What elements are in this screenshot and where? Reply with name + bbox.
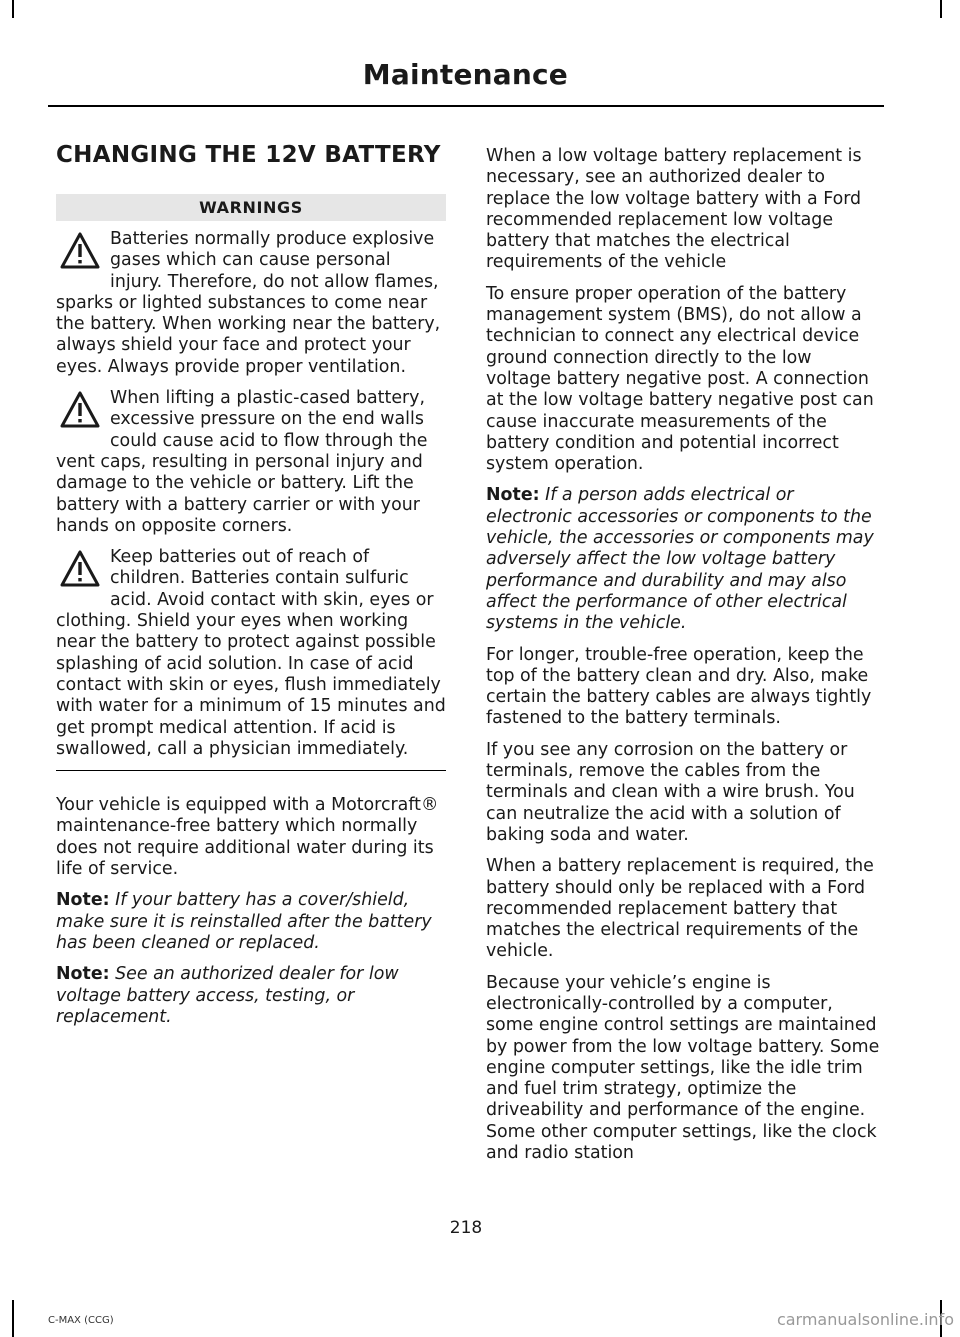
section-header-title: Maintenance xyxy=(362,58,568,91)
warning-text: When lifting a plastic-cased battery, excessive pressure on the end walls could cause acid to flow through the vent caps, resulting in personal injury and damage to the vehicle or battery. Lift the battery with a battery carrier or with your hands on opposite corners. xyxy=(56,388,428,536)
crop-mark xyxy=(12,1300,14,1337)
note xyxy=(486,485,880,634)
header-divider xyxy=(48,105,884,107)
paragraph: If you see any corrosion on the battery or terminals, remove the cables from the terminals and clean with a wire brush. You can neutralize the acid with a solution of baking soda and water. xyxy=(486,739,855,845)
crop-mark xyxy=(12,0,14,18)
paragraph: Because your vehicle’s engine is electronically-controlled by a computer, some engine control settings are maintained by power from the low voltage battery. Some engine computer settings, like the idle trim and fuel trim strategy, optimize the driveability and performance of the engine. Some other computer settings, like the clock and radio station xyxy=(486,972,880,1164)
watermark-site: carmanualsonline.info xyxy=(776,1310,954,1329)
note-text: See an authorized dealer for low voltage battery access, testing, or replacement. xyxy=(56,964,399,1027)
warnings-end-divider xyxy=(56,770,446,771)
footer-model: C-MAX (CCG) xyxy=(48,1315,114,1326)
warning-text: Batteries normally produce explosive gases which can cause personal injury. Therefore, do not allow flames, sparks or lighted substances to come near the battery. When working near the battery, always shield your face and protect your eyes. Always provide proper ventilation. xyxy=(56,229,441,377)
note-label: Note: xyxy=(56,964,110,985)
note xyxy=(56,964,446,1028)
warning-text: Keep batteries out of reach of children. Batteries contain sulfuric acid. Avoid contact with skin, eyes or clothing. Shield your eyes when working near the battery to protect against possible splashing of acid solution. In case of acid contact with skin or eyes, flush immediately with water for a minimum of 15 minutes and get prompt medical attention. If acid is swallowed, call a physician immediately. xyxy=(56,547,446,759)
paragraph: To ensure proper operation of the battery management system (BMS), do not allow a technician to connect any electrical device ground connection directly to the low voltage battery negative post. A connection at the low voltage battery negative post can cause inaccurate measurements of the battery condition and potential incorrect system operation. xyxy=(486,283,874,475)
left-column xyxy=(56,142,446,1038)
warning-triangle-icon xyxy=(60,231,100,271)
warnings-header: WARNINGS xyxy=(56,194,446,221)
page-title: CHANGING THE 12V BATTERY xyxy=(56,142,441,168)
paragraph: When a low voltage battery replacement is necessary, see an authorized dealer to replace the low voltage battery with a Ford recommended replacement low voltage battery that matches the electrical requirements of the vehicle xyxy=(486,146,862,273)
note-label: Note: xyxy=(486,485,540,506)
paragraph: When a battery replacement is required, the battery should only be replaced with a Ford recommended replacement battery that matches the electrical requirements of the vehicle. xyxy=(486,856,874,962)
right-column xyxy=(486,146,880,1174)
paragraph: For longer, trouble-free operation, keep the top of the battery clean and dry. Also, make certain the battery cables are always tightly fastened to the battery terminals. xyxy=(486,644,872,729)
warning-triangle-icon xyxy=(60,549,100,589)
note-text: If a person adds electrical or electronic accessories or components to the vehicle, the accessories or components may adversely affect the low voltage battery performance and durability and may also affect the performance of other electrical systems in the vehicle. xyxy=(486,485,874,634)
warning-item xyxy=(56,229,446,378)
warning-item xyxy=(56,547,446,760)
note xyxy=(56,890,446,954)
crop-mark xyxy=(940,0,942,18)
warning-triangle-icon xyxy=(60,390,100,430)
paragraph: Your vehicle is equipped with a Motorcraft® maintenance-free battery which normally does not require additional water during its life of service. xyxy=(56,795,439,880)
note-label: Note: xyxy=(56,890,110,911)
page-number: 218 xyxy=(449,1218,483,1238)
note-text: If your battery has a cover/shield, make sure it is reinstalled after the battery has been cleaned or replaced. xyxy=(56,890,432,953)
warning-item xyxy=(56,388,446,537)
